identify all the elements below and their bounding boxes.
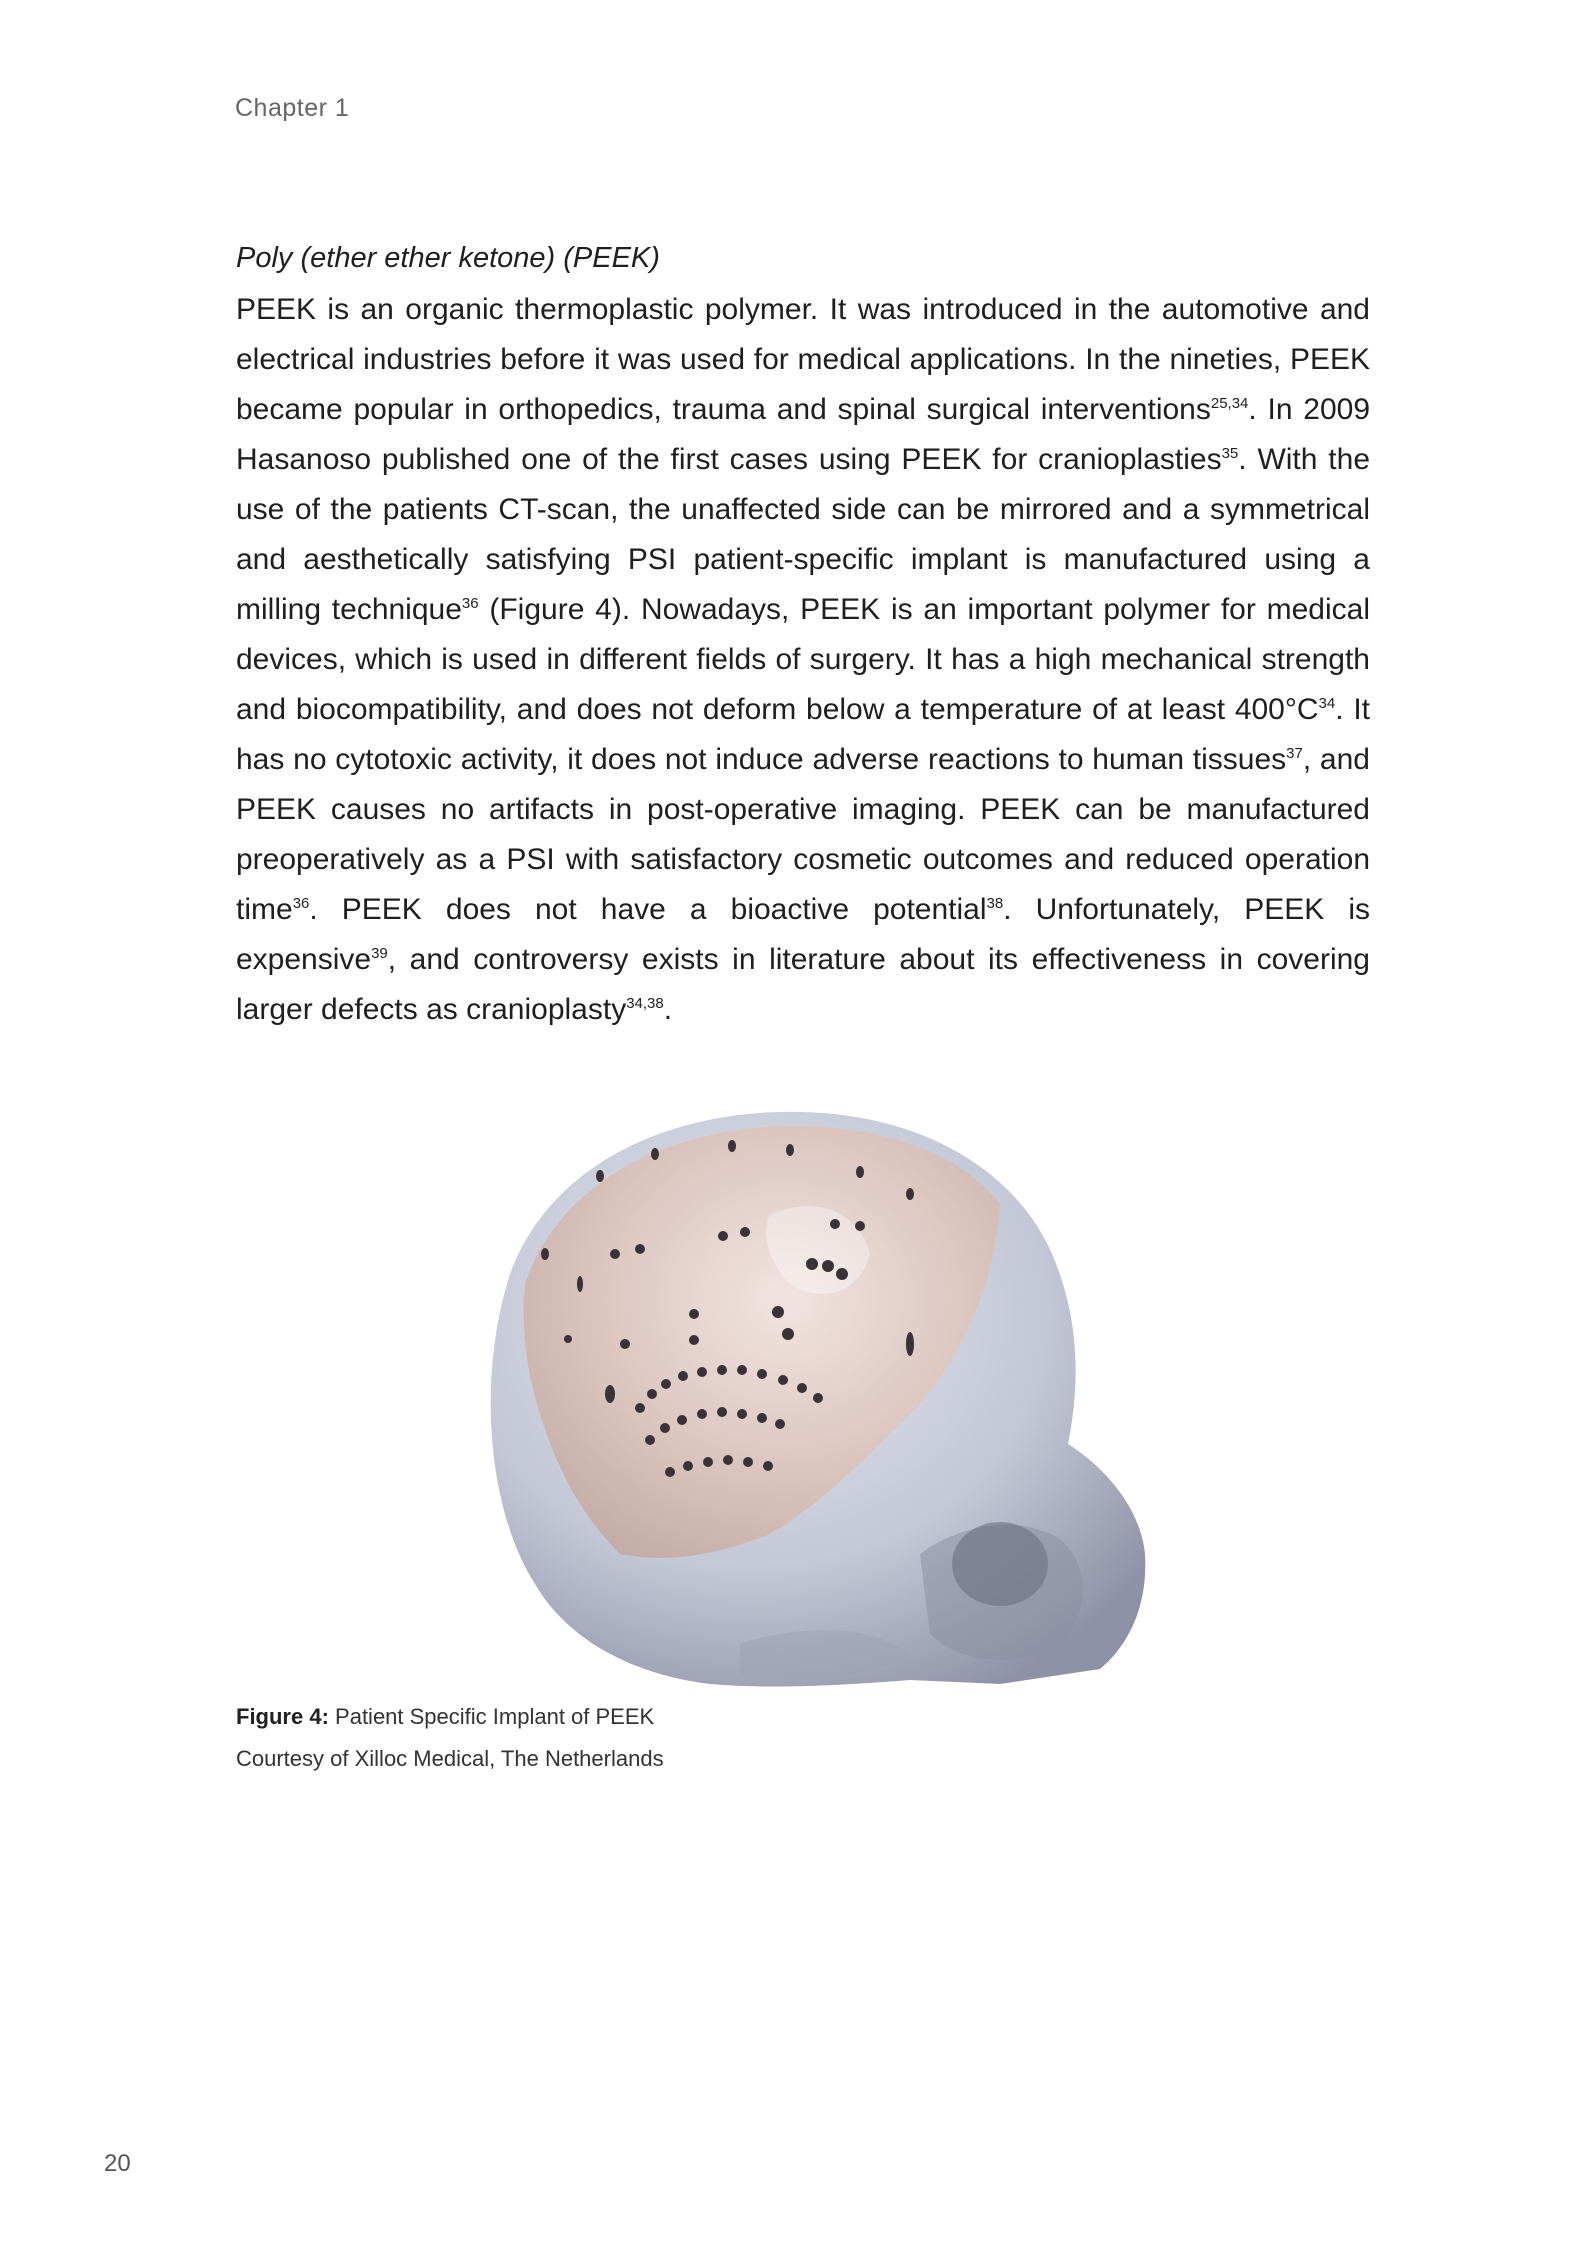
citation-ref: 34,38	[626, 995, 664, 1012]
citation-ref: 36	[292, 895, 310, 912]
page-number: 20	[104, 2150, 131, 2177]
orbit-socket	[952, 1522, 1048, 1606]
paragraph-text: . PEEK does not have a bioactive potential	[309, 893, 987, 926]
paragraph-text: (Figure 4). Nowadays, PEEK is an important polymer for medical devices, which is used in different fields of surgery. It has a high mechanical strength and biocompatibility, and does not deform below a temperature of at least 400°C	[236, 593, 1370, 726]
paragraph-text: , and PEEK causes no artifacts in post-operative imaging. PEEK can be manufactured preoperatively as a PSI with satisfactory cosmetic outcomes and reduced operation time	[236, 743, 1370, 926]
figure-caption	[236, 1696, 664, 1780]
paragraph-text: , and controversy exists in literature about its effectiveness in covering larger defects as cranioplasty	[236, 943, 1370, 1026]
paragraph-text: . Unfortunately, PEEK is expensive	[236, 893, 1370, 976]
skull-implant-illustration	[440, 1084, 1180, 1694]
section-paragraph	[236, 285, 1370, 1035]
paragraph-text: .	[663, 993, 673, 1026]
citation-ref: 34	[1318, 695, 1336, 712]
section-title: Poly (ether ether ketone) (PEEK)	[236, 242, 660, 274]
citation-ref: 38	[986, 895, 1004, 912]
paragraph-text: . With the use of the patients CT-scan, the unaffected side can be mirrored and a symmetrical and aesthetically satisfying PSI patient-specific implant is manufactured using a milling technique	[236, 443, 1370, 626]
citation-ref: 25,34	[1210, 395, 1249, 412]
paragraph-text: . It has no cytotoxic activity, it does not induce adverse reactions to human tissues	[236, 693, 1370, 776]
paragraph-text: PEEK is an organic thermoplastic polymer. It was introduced in the automotive and electrical industries before it was used for medical applications. In the nineties, PEEK became popular in orthopedics, trauma and spinal surgical interventions	[236, 293, 1370, 426]
figure-caption-text: Patient Specific Implant of PEEK	[335, 1704, 655, 1729]
citation-ref: 39	[371, 945, 388, 962]
citation-ref: 35	[1221, 445, 1239, 462]
paragraph-text: . In 2009 Hasanoso published one of the first cases using PEEK for cranioplasties	[236, 393, 1370, 476]
chapter-header: Chapter 1	[235, 94, 350, 122]
caption-line	[236, 1696, 664, 1738]
figure-skull-implant	[440, 1084, 1180, 1694]
citation-ref: 37	[1286, 745, 1303, 762]
section-body	[236, 233, 1370, 1035]
citation-ref: 36	[461, 595, 479, 612]
figure-credit: Courtesy of Xilloc Medical, The Netherlands	[236, 1746, 664, 1771]
figure-label: Figure 4:	[236, 1704, 329, 1729]
